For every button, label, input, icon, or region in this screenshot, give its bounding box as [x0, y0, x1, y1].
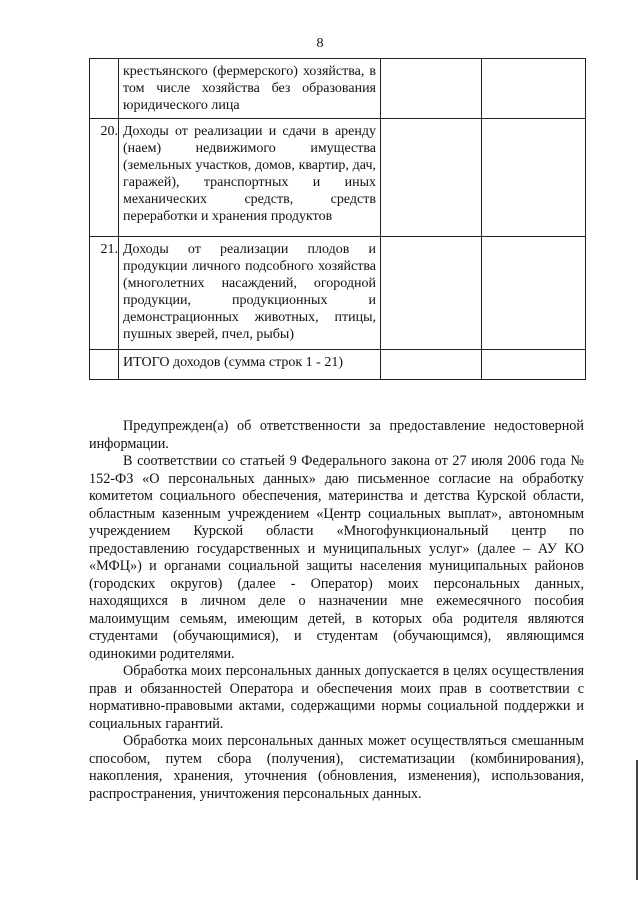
row-value-cell: [482, 59, 586, 119]
table-row: [90, 119, 586, 237]
income-table: [89, 58, 586, 380]
row-description: [119, 59, 381, 119]
paragraph-consent: В соответствии со статьей 9 Федерального закона от 27 июля 2006 года № 152-ФЗ «О персональных данных» даю письменное согласие на обработку комитетом социального обеспечения, материнства и детства Курской области, областным казенным учреждением «Центр социальных выплат», автономным учреждением Курской области «Многофункциональный центр по предоставлению государственных и муниципальных услуг» (далее – АУ КО «МФЦ») и органами социальной защиты населения муниципальных районов (городских округов) (далее - Оператор) моих персональных данных, находящихся в личном деле о назначении мне ежемесячного пособия малоимущим семьям, имеющим детей, в которых оба родителя являются студентами (обучающимися), и студентам (обучающимся), являющимся одинокими родителями.: [89, 453, 584, 662]
table-row: [90, 59, 586, 119]
row-description: [119, 350, 381, 380]
paragraph-processing-purpose: Обработка моих персональных данных допускается в целях осуществления прав и обязанностей Оператора и обеспечения моих прав в соответствии с нормативно-правовыми актами, содержащими нормы социальной поддержки и социальных гарантий.: [89, 663, 584, 732]
paragraph-processing-method: Обработка моих персональных данных может осуществляться смешанным способом, путем сбора (получения), систематизации (комбинирования), накопления, хранения, уточнения (обновления, изменения), использования, распространения, уничтожения персональных данных.: [89, 733, 584, 802]
row-description: [119, 237, 381, 350]
row-number: [90, 59, 119, 119]
page-number: 8: [316, 36, 324, 51]
row-value-cell: [381, 350, 482, 380]
row-description-text: Доходы от реализации плодов и продукции личного подсобного хозяйства (многолетних насаждений, огородной продукции, продукционных и демонстрационных животных, птицы, пушных зверей, пчел, рыбы): [123, 242, 376, 342]
row-value-cell: [381, 237, 482, 350]
scan-edge-mark: [636, 760, 638, 880]
row-value-cell: [482, 237, 586, 350]
row-number: 21.: [90, 237, 119, 350]
paragraph-warning: Предупрежден(а) об ответственности за предоставление недостоверной информации.: [89, 418, 584, 452]
row-value-cell: [482, 119, 586, 237]
row-number: [90, 350, 119, 380]
consent-text: [89, 418, 584, 803]
table-row: [90, 350, 586, 380]
row-description: [119, 119, 381, 237]
row-value-cell: [482, 350, 586, 380]
row-description-text: крестьянского (фермерского) хозяйства, в том числе хозяйства без образования юридического лица: [123, 64, 376, 113]
row-value-cell: [381, 59, 482, 119]
table-row: [90, 237, 586, 350]
row-total-text: ИТОГО доходов (сумма строк 1 - 21): [123, 355, 343, 370]
row-value-cell: [381, 119, 482, 237]
row-description-text: Доходы от реализации и сдачи в аренду (наем) недвижимого имущества (земельных участков, домов, квартир, дач, гаражей), транспортных и иных механических средств, средств переработки и хранения продуктов: [123, 124, 376, 224]
row-number: 20.: [90, 119, 119, 237]
